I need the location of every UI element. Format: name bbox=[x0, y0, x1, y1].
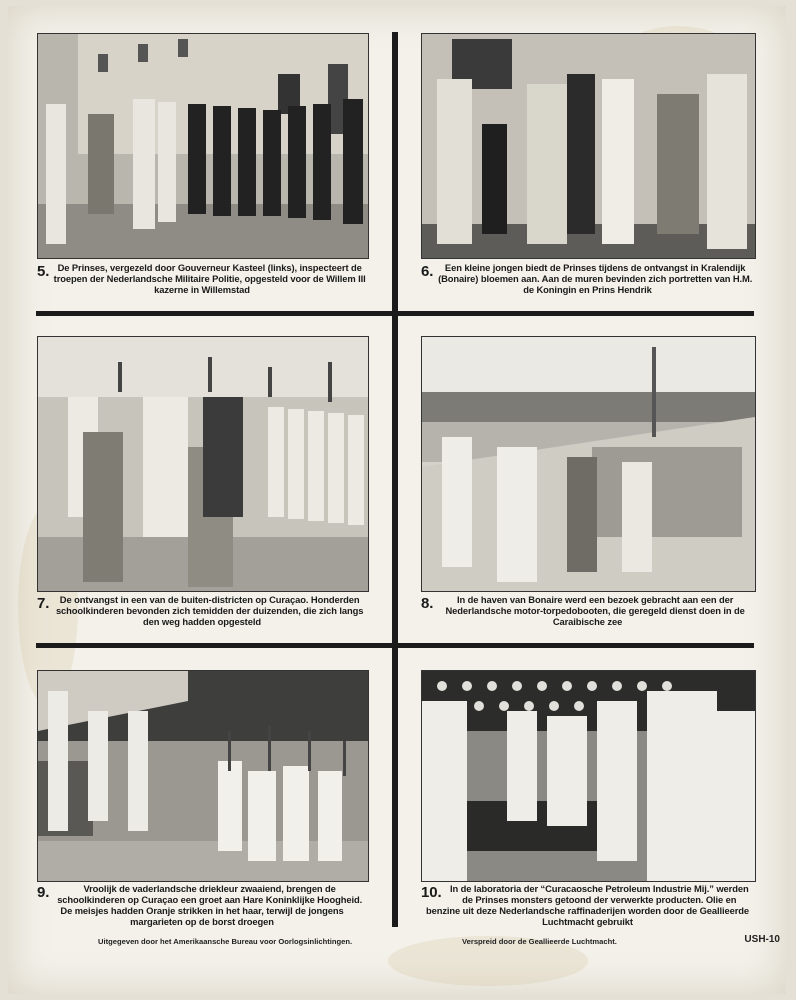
panel-5-caption bbox=[37, 262, 367, 295]
horizontal-divider bbox=[36, 311, 754, 316]
leaflet-code: USH-10 bbox=[744, 934, 780, 945]
panel-8-caption bbox=[421, 594, 754, 627]
troop-inspection-photo bbox=[37, 33, 369, 259]
panel-6-number: 6. bbox=[421, 263, 434, 280]
panel-10-text: In de laboratoria der “Curacaosche Petroleum Industrie Mij.” werden de Prinses monsters getoond der verwerkte producten. Olie en benzine uit deze Nederlandsche raffinaderijen worden door de Geallieerde Luchtmacht gebruikt bbox=[425, 883, 750, 927]
panel-9-number: 9. bbox=[37, 884, 50, 901]
panel-9-caption bbox=[37, 883, 367, 927]
flower-presentation-photo bbox=[421, 33, 756, 259]
distributor-note: Verspreid door de Geallieerde Luchtmacht. bbox=[462, 937, 617, 946]
laboratory-photo bbox=[421, 670, 756, 882]
panel-7-text: De ontvangst in een van de buiten-districten op Curaçao. Honderden schoolkinderen bevonden zich temidden der duizenden, die zich langs den weg hadden opgesteld bbox=[55, 594, 364, 627]
panel-9-text: Vroolijk de vaderlandsche driekleur zwaaiend, brengen de schoolkinderen op Curaçao een groet aan Hare Koninklijke Hoogheid. De meisjes hadden Oranje strikken in het haar, terwijl de jongens margarieten op de borst droegen bbox=[57, 883, 363, 927]
panel-8-text: In de haven van Bonaire werd een bezoek gebracht aan een der Nederlandsche motor-torpedobooten, die geregeld dienst doen in de Caraibische zee bbox=[445, 594, 745, 627]
panel-7-number: 7. bbox=[37, 595, 50, 612]
panel-6-caption bbox=[421, 262, 754, 295]
panel-8-number: 8. bbox=[421, 595, 434, 612]
panel-6-text: Een kleine jongen biedt de Prinses tijdens de ontvangst in Kralendijk (Bonaire) bloemen aan. Aan de muren bevinden zich portretten van H.M. de Koningin en Prins Hendrik bbox=[438, 262, 753, 295]
horizontal-divider bbox=[36, 643, 754, 648]
vertical-divider bbox=[392, 32, 398, 927]
panel-10-number: 10. bbox=[421, 884, 442, 901]
torpedo-boat-photo bbox=[421, 336, 756, 592]
panel-7-caption bbox=[37, 594, 367, 627]
panel-5-text: De Prinses, vergezeld door Gouverneur Kasteel (links), inspecteert de troepen der Nederlandsche Militaire Politie, opgesteld voor de Willem III kazerne in Willemstad bbox=[53, 262, 366, 295]
panel-10-caption bbox=[421, 883, 754, 927]
district-reception-photo bbox=[37, 336, 369, 592]
publisher-note: Uitgegeven door het Amerikaansche Bureau voor Oorlogsinlichtingen. bbox=[98, 937, 353, 946]
children-flags-photo bbox=[37, 670, 369, 882]
panel-5-number: 5. bbox=[37, 263, 50, 280]
